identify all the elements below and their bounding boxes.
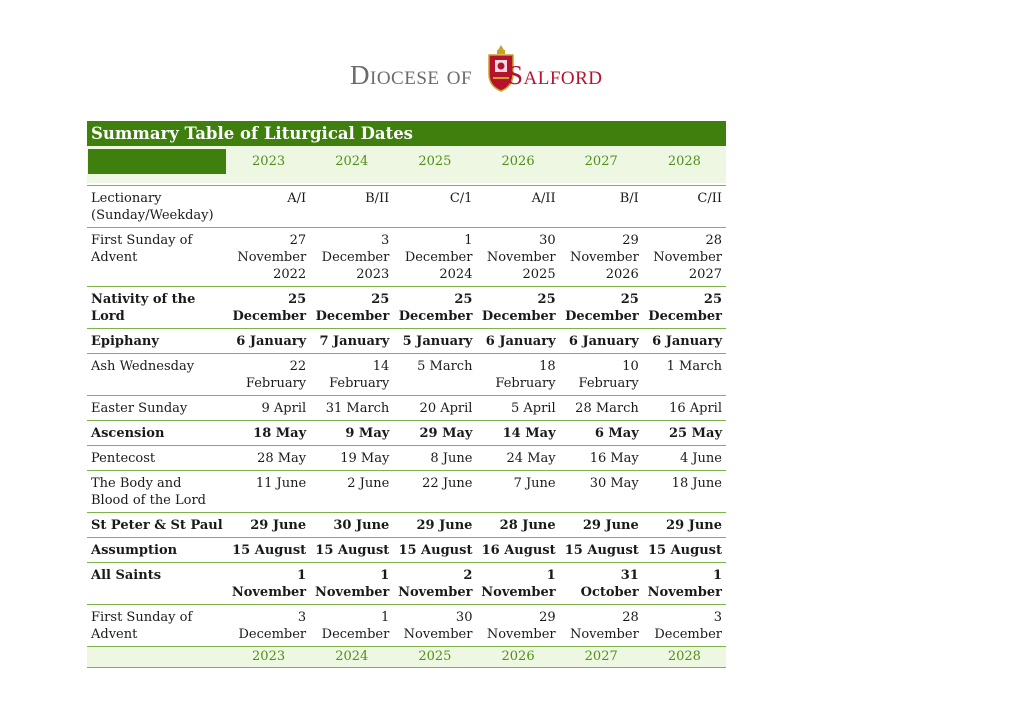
date-cell: A/I: [227, 186, 310, 228]
date-cell: 31 March: [310, 396, 393, 421]
date-cell: 15 August: [393, 538, 476, 563]
row-label: Assumption: [87, 538, 227, 563]
date-cell: 5 March: [393, 354, 476, 396]
date-cell: 18 February: [476, 354, 559, 396]
date-cell: 25 December: [227, 287, 310, 329]
date-cell: 30 May: [560, 471, 643, 513]
date-cell: 29 June: [643, 513, 726, 538]
date-cell: 1 November: [310, 563, 393, 605]
date-cell: 29 May: [393, 421, 476, 446]
date-cell: 6 January: [643, 329, 726, 354]
date-cell: 1 November: [476, 563, 559, 605]
date-cell: 5 January: [393, 329, 476, 354]
date-cell: 10 February: [560, 354, 643, 396]
liturgical-summary: [87, 121, 726, 668]
table-row: [87, 446, 726, 471]
row-label: St Peter & St Paul: [87, 513, 227, 538]
date-cell: 3 December: [643, 605, 726, 647]
date-cell: 8 June: [393, 446, 476, 471]
date-cell: 1 December 2024: [393, 228, 476, 287]
year-cell: 2027: [560, 647, 643, 668]
year-cell: 2026: [476, 146, 559, 183]
diocese-logo: [350, 44, 640, 94]
date-cell: 25 December: [560, 287, 643, 329]
date-cell: 5 April: [476, 396, 559, 421]
date-cell: 15 August: [310, 538, 393, 563]
date-cell: 24 May: [476, 446, 559, 471]
row-label: Nativity of the Lord: [87, 287, 227, 329]
row-label: Ash Wednesday: [87, 354, 227, 396]
row-label: Easter Sunday: [87, 396, 227, 421]
year-cell: 2027: [560, 146, 643, 183]
date-cell: 7 June: [476, 471, 559, 513]
date-cell: 16 August: [476, 538, 559, 563]
year-header-corner: [87, 146, 227, 183]
year-header-row: [87, 146, 726, 183]
year-cell: 2026: [476, 647, 559, 668]
date-cell: 25 December: [476, 287, 559, 329]
date-cell: 15 August: [560, 538, 643, 563]
date-cell: 29 June: [227, 513, 310, 538]
year-cell: 2025: [393, 146, 476, 183]
year-cell: 2023: [227, 647, 310, 668]
date-cell: 30 November 2025: [476, 228, 559, 287]
date-cell: 28 March: [560, 396, 643, 421]
date-cell: 28 May: [227, 446, 310, 471]
date-cell: A/II: [476, 186, 559, 228]
date-cell: 9 April: [227, 396, 310, 421]
date-cell: 7 January: [310, 329, 393, 354]
date-cell: 1 November: [643, 563, 726, 605]
date-cell: 25 May: [643, 421, 726, 446]
date-cell: 6 May: [560, 421, 643, 446]
date-cell: 1 December: [310, 605, 393, 647]
date-cell: 6 January: [476, 329, 559, 354]
table-row: [87, 513, 726, 538]
table-row: [87, 228, 726, 287]
date-cell: 6 January: [227, 329, 310, 354]
date-cell: 25 December: [643, 287, 726, 329]
row-label: Epiphany: [87, 329, 227, 354]
table-row: [87, 605, 726, 647]
year-cell: 2028: [643, 647, 726, 668]
date-cell: 15 August: [227, 538, 310, 563]
date-cell: 31 October: [560, 563, 643, 605]
date-cell: 6 January: [560, 329, 643, 354]
date-cell: 25 December: [310, 287, 393, 329]
date-cell: 4 June: [643, 446, 726, 471]
date-cell: 28 June: [476, 513, 559, 538]
table-row: [87, 329, 726, 354]
date-cell: 22 February: [227, 354, 310, 396]
date-cell: 9 May: [310, 421, 393, 446]
year-cell: 2028: [643, 146, 726, 183]
date-cell: 2 June: [310, 471, 393, 513]
date-cell: B/I: [560, 186, 643, 228]
year-footer-corner: [87, 647, 227, 668]
date-cell: 25 December: [393, 287, 476, 329]
date-cell: 3 December: [227, 605, 310, 647]
table-row: [87, 354, 726, 396]
date-cell: 18 May: [227, 421, 310, 446]
row-label: All Saints: [87, 563, 227, 605]
date-cell: 29 June: [393, 513, 476, 538]
date-cell: B/II: [310, 186, 393, 228]
date-cell: 28 November 2027: [643, 228, 726, 287]
date-cell: 27 November 2022: [227, 228, 310, 287]
date-cell: 11 June: [227, 471, 310, 513]
table-row: [87, 421, 726, 446]
row-label: Pentecost: [87, 446, 227, 471]
table-row: [87, 287, 726, 329]
year-footer-row: [87, 647, 726, 668]
row-label: Lectionary (Sunday/Weekday): [87, 186, 227, 228]
date-cell: 3 December 2023: [310, 228, 393, 287]
date-cell: C/1: [393, 186, 476, 228]
date-cell: 2 November: [393, 563, 476, 605]
date-cell: 30 June: [310, 513, 393, 538]
year-cell: 2023: [227, 146, 310, 183]
date-cell: C/II: [643, 186, 726, 228]
year-cell: 2024: [310, 647, 393, 668]
table-title: Summary Table of Liturgical Dates: [87, 121, 726, 146]
row-label: Ascension: [87, 421, 227, 446]
date-cell: 1 March: [643, 354, 726, 396]
table-row: [87, 471, 726, 513]
row-label: First Sunday of Advent: [87, 605, 227, 647]
date-cell: 30 November: [393, 605, 476, 647]
table-row: [87, 186, 726, 228]
date-cell: 16 April: [643, 396, 726, 421]
date-cell: 22 June: [393, 471, 476, 513]
date-cell: 29 November 2026: [560, 228, 643, 287]
date-cell: 14 February: [310, 354, 393, 396]
year-cell: 2024: [310, 146, 393, 183]
logo-text-left: Diocese of: [350, 60, 473, 90]
date-cell: 29 November: [476, 605, 559, 647]
date-cell: 20 April: [393, 396, 476, 421]
date-cell: 1 November: [227, 563, 310, 605]
date-cell: 16 May: [560, 446, 643, 471]
date-cell: 14 May: [476, 421, 559, 446]
table-row: [87, 563, 726, 605]
logo-text-right: Salford: [508, 60, 603, 90]
date-cell: 28 November: [560, 605, 643, 647]
date-cell: 15 August: [643, 538, 726, 563]
row-label: First Sunday of Advent: [87, 228, 227, 287]
date-cell: 19 May: [310, 446, 393, 471]
table-row: [87, 396, 726, 421]
year-cell: 2025: [393, 647, 476, 668]
liturgical-dates-table: [87, 146, 726, 668]
date-cell: 18 June: [643, 471, 726, 513]
row-label: The Body and Blood of the Lord: [87, 471, 227, 513]
table-row: [87, 538, 726, 563]
date-cell: 29 June: [560, 513, 643, 538]
